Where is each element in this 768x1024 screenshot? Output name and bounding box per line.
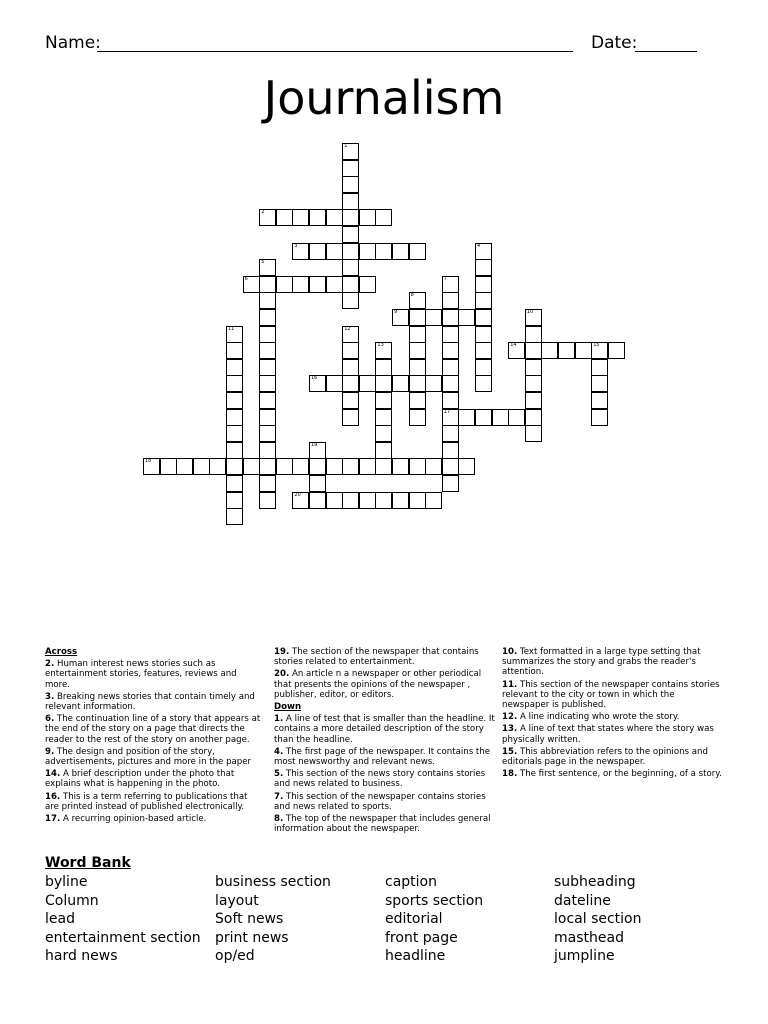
crossword-cell[interactable] [409, 243, 426, 260]
crossword-cell[interactable] [392, 375, 409, 392]
word-bank-column-3 [385, 873, 483, 966]
clue-item-number: 11. [502, 679, 518, 690]
word-bank-item: byline [45, 874, 88, 890]
word-bank-item: jumpline [554, 948, 615, 964]
crossword-cell[interactable] [375, 392, 392, 409]
crossword-cell[interactable] [243, 458, 260, 475]
crossword-cell[interactable] [475, 259, 492, 276]
crossword-cell[interactable] [392, 458, 409, 475]
clue-number: 15 [593, 342, 600, 349]
crossword-cell[interactable] [525, 342, 542, 359]
crossword-cell[interactable] [442, 359, 459, 376]
crossword-cell[interactable] [409, 292, 426, 309]
crossword-cell[interactable] [392, 492, 409, 509]
crossword-cell[interactable] [359, 243, 376, 260]
clue-item-number: 2. [45, 659, 55, 670]
clues-column-3 [502, 647, 724, 781]
clue-item-text: A brief description under the photo that explains what is happening in the photo. [45, 769, 235, 790]
crossword-cell[interactable] [292, 276, 309, 293]
crossword-cell[interactable] [309, 475, 326, 492]
clue-item-text: The continuation line of a story that appears at the end of the story on a page that directs the reader to the rest of the story on another page. [45, 714, 261, 745]
crossword-cell[interactable] [375, 243, 392, 260]
clue-item-number: 9. [45, 746, 55, 757]
clue-item-text: The first sentence, or the beginning, of a story. [517, 769, 722, 780]
crossword-cell[interactable] [259, 292, 276, 309]
crossword-cell[interactable] [326, 243, 343, 260]
clue-item [274, 714, 496, 745]
clue-number: 19 [311, 441, 318, 448]
crossword-cell[interactable] [259, 259, 276, 276]
clue-item-text: Human interest news stories such as entertainment stories, features, reviews and more. [45, 659, 237, 690]
crossword-cell[interactable] [525, 425, 542, 442]
crossword-cell[interactable] [475, 375, 492, 392]
clue-number: 14 [510, 342, 517, 349]
clue-item-number: 14. [45, 769, 61, 780]
crossword-cell[interactable] [442, 458, 459, 475]
clue-number: 16 [311, 375, 318, 382]
crossword-cell[interactable] [326, 458, 343, 475]
clue-item-number: 18. [502, 769, 518, 780]
crossword-cell[interactable] [309, 442, 326, 459]
clue-number: 6 [244, 275, 248, 282]
clue-item-number: 20. [274, 669, 290, 680]
crossword-cell[interactable] [475, 292, 492, 309]
clue-item-text: A recurring opinion-based article. [60, 814, 207, 825]
crossword-cell[interactable] [342, 160, 359, 177]
crossword-cell[interactable] [492, 409, 509, 426]
clue-item [45, 714, 263, 745]
clue-item [502, 724, 724, 744]
crossword-cell[interactable] [143, 458, 160, 475]
clue-item-number: 7. [274, 791, 284, 802]
clue-item-number: 6. [45, 714, 55, 725]
crossword-cell[interactable] [309, 209, 326, 226]
crossword-cell[interactable] [259, 458, 276, 475]
clue-item-text: An article n a newspaper or other periodical that presents the opinions of the newspaper , publisher, editor, or editors. [274, 669, 482, 700]
crossword-cell[interactable] [475, 243, 492, 260]
clue-item-number: 1. [274, 714, 284, 725]
crossword-cell[interactable] [342, 292, 359, 309]
crossword-cell[interactable] [226, 458, 243, 475]
crossword-cell[interactable] [342, 342, 359, 359]
clue-item [45, 814, 263, 824]
crossword-cell[interactable] [525, 359, 542, 376]
clue-item-text: Breaking news stories that contain timely and relevant information. [45, 691, 255, 713]
crossword-cell[interactable] [425, 458, 442, 475]
crossword-cell[interactable] [591, 359, 608, 376]
clue-item [502, 712, 724, 722]
crossword-cell[interactable] [409, 392, 426, 409]
crossword-cell[interactable] [259, 492, 276, 509]
crossword-cell[interactable] [375, 492, 392, 509]
word-bank-column-4 [554, 873, 642, 966]
crossword-cell[interactable] [409, 359, 426, 376]
crossword-cell[interactable] [292, 458, 309, 475]
crossword-cell[interactable] [375, 359, 392, 376]
word-bank-item: editorial [385, 911, 443, 927]
across-clue-list [45, 659, 263, 824]
clue-item-text: The first page of the newspaper. It contains the most newsworthy and relevant news. [274, 746, 491, 768]
word-bank-item: op/ed [215, 948, 255, 964]
crossword-cell[interactable] [558, 342, 575, 359]
name-label: Name: [45, 33, 101, 53]
clue-item-number: 16. [45, 791, 61, 802]
clue-item [274, 747, 496, 767]
clue-item-number: 5. [274, 769, 284, 780]
crossword-cell[interactable] [259, 276, 276, 293]
clue-item [45, 747, 263, 767]
clue-item-number: 17. [45, 814, 61, 825]
clue-item-text: The section of the newspaper that contains stories related to entertainment. [274, 647, 479, 668]
clue-item-text: Text formatted in a large type setting that summarizes the story and grabs the reader's attention. [502, 647, 701, 678]
crossword-cell[interactable] [409, 342, 426, 359]
date-label: Date: [591, 33, 638, 53]
crossword-cell[interactable] [342, 375, 359, 392]
clue-item-number: 3. [45, 691, 55, 702]
crossword-cell[interactable] [326, 209, 343, 226]
crossword-cell[interactable] [409, 309, 426, 326]
crossword-cell[interactable] [276, 458, 293, 475]
crossword-cell[interactable] [226, 492, 243, 509]
crossword-cell[interactable] [442, 425, 459, 442]
crossword-cell[interactable] [608, 342, 625, 359]
crossword-cell[interactable] [475, 342, 492, 359]
word-bank-item: local section [554, 911, 642, 927]
crossword-cell[interactable] [292, 209, 309, 226]
clue-number: 18 [145, 458, 152, 465]
clue-number: 8 [410, 292, 414, 299]
crossword-cell[interactable] [375, 342, 392, 359]
clue-item [274, 792, 496, 812]
crossword-cell[interactable] [375, 209, 392, 226]
clue-item [45, 769, 263, 789]
clue-item [274, 647, 496, 667]
clue-item [45, 659, 263, 690]
crossword-cell[interactable] [160, 458, 177, 475]
down-clue-list-continued [502, 647, 724, 779]
crossword-cell[interactable] [525, 392, 542, 409]
crossword-cell[interactable] [541, 342, 558, 359]
crossword-cell[interactable] [409, 409, 426, 426]
crossword-cell[interactable] [409, 326, 426, 343]
crossword-cell[interactable] [442, 392, 459, 409]
crossword-cell[interactable] [342, 492, 359, 509]
word-bank-item: print news [215, 929, 289, 946]
crossword-cell[interactable] [226, 508, 243, 525]
clue-item [45, 692, 263, 712]
crossword-cell[interactable] [342, 193, 359, 210]
crossword-cell[interactable] [442, 276, 459, 293]
crossword-cell[interactable] [326, 276, 343, 293]
crossword-cell[interactable] [342, 326, 359, 343]
clue-number: 20 [294, 491, 301, 498]
date-field[interactable] [635, 51, 697, 52]
crossword-cell[interactable] [342, 359, 359, 376]
down-heading: Down [274, 702, 302, 713]
crossword-cell[interactable] [342, 458, 359, 475]
word-bank-item: lead [45, 911, 75, 927]
crossword-cell[interactable] [442, 409, 459, 426]
crossword-cell[interactable] [425, 309, 442, 326]
crossword-cell[interactable] [259, 442, 276, 459]
clue-item-text: A line of text that states where the story was physically written. [502, 724, 714, 745]
crossword-cell[interactable] [409, 375, 426, 392]
crossword-cell[interactable] [375, 409, 392, 426]
crossword-cell[interactable] [226, 342, 243, 359]
crossword-cell[interactable] [442, 326, 459, 343]
crossword-cell[interactable] [342, 143, 359, 160]
crossword-cell[interactable] [525, 409, 542, 426]
crossword-cell[interactable] [342, 392, 359, 409]
crossword-cell[interactable] [442, 475, 459, 492]
crossword-cell[interactable] [342, 409, 359, 426]
clues-column-2 [274, 647, 496, 836]
crossword-cell[interactable] [209, 458, 226, 475]
crossword-cell[interactable] [591, 342, 608, 359]
crossword-cell[interactable] [292, 243, 309, 260]
clue-item-text: This section of the newspaper contains stories and news related to sports. [274, 791, 486, 812]
crossword-cell[interactable] [359, 209, 376, 226]
word-bank-item: business section [215, 874, 331, 890]
clue-number: 9 [394, 309, 398, 315]
clue-item-number: 19. [274, 647, 290, 657]
crossword-cell[interactable] [259, 359, 276, 376]
clue-item-text: A line indicating who wrote the story. [517, 712, 680, 723]
crossword-cell[interactable] [259, 309, 276, 326]
crossword-cell[interactable] [259, 326, 276, 343]
crossword-cell[interactable] [591, 375, 608, 392]
crossword-cell[interactable] [525, 326, 542, 343]
crossword-cell[interactable] [442, 375, 459, 392]
clue-number: 10 [526, 309, 534, 315]
clue-number: 3 [294, 242, 298, 249]
crossword-cell[interactable] [409, 492, 426, 509]
clue-item-number: 15. [502, 746, 518, 757]
word-bank-heading: Word Bank [45, 855, 131, 871]
crossword-cell[interactable] [359, 492, 376, 509]
clue-item [274, 769, 496, 789]
page-title: Journalism [263, 71, 505, 125]
crossword-cell[interactable] [226, 359, 243, 376]
crossword-cell[interactable] [226, 475, 243, 492]
crossword-cell[interactable] [176, 458, 193, 475]
crossword-cell[interactable] [226, 409, 243, 426]
crossword-cell[interactable] [226, 442, 243, 459]
crossword-cell[interactable] [525, 375, 542, 392]
crossword-cell[interactable] [375, 442, 392, 459]
word-bank-item: caption [385, 874, 437, 890]
word-bank-item: Column [45, 892, 99, 909]
crossword-cell[interactable] [359, 458, 376, 475]
clue-number: 5 [261, 259, 265, 266]
clue-item-text: This section of the newspaper contains stories relevant to the city or town in which the newspaper is published. [502, 679, 720, 711]
word-bank-item: sports section [385, 892, 484, 909]
clue-number: 17 [443, 408, 451, 415]
name-date-header [45, 33, 705, 55]
crossword-cell[interactable] [309, 276, 326, 293]
crossword-cell[interactable] [276, 209, 293, 226]
clue-item [274, 669, 496, 700]
crossword-cell[interactable] [475, 326, 492, 343]
crossword-cell[interactable] [375, 425, 392, 442]
name-field[interactable] [97, 51, 573, 52]
crossword-cell[interactable] [309, 243, 326, 260]
clue-item [502, 647, 724, 678]
crossword-cell[interactable] [259, 209, 276, 226]
crossword-cell[interactable] [375, 458, 392, 475]
crossword-cell[interactable] [475, 359, 492, 376]
crossword-cell[interactable] [392, 243, 409, 260]
crossword-cell[interactable] [475, 409, 492, 426]
clue-item-text: This is a term referring to publications that are printed instead of published electronically. [45, 791, 248, 812]
crossword-cell[interactable] [326, 492, 343, 509]
down-clue-list [274, 714, 496, 834]
crossword-cell[interactable] [359, 375, 376, 392]
crossword-cell[interactable] [591, 392, 608, 409]
crossword-cell[interactable] [259, 392, 276, 409]
crossword-cell[interactable] [226, 425, 243, 442]
crossword-cell[interactable] [442, 342, 459, 359]
clue-number: 4 [477, 242, 481, 249]
crossword-cell[interactable] [442, 292, 459, 309]
clue-number: 1 [344, 143, 348, 149]
word-bank-column-1 [45, 873, 201, 966]
clue-item-number: 4. [274, 746, 284, 757]
crossword-cell[interactable] [326, 375, 343, 392]
crossword-cell[interactable] [226, 392, 243, 409]
crossword-cell[interactable] [259, 375, 276, 392]
clue-number: 2 [261, 209, 265, 216]
across-clue-list-continued [274, 647, 496, 700]
crossword-cell[interactable] [259, 425, 276, 442]
clue-item [502, 680, 724, 711]
word-bank-item: layout [215, 892, 259, 909]
crossword-cell[interactable] [193, 458, 210, 475]
clue-item-text: This section of the news story contains stories and news related to business. [274, 769, 486, 790]
crossword-cell[interactable] [442, 442, 459, 459]
crossword-cell[interactable] [508, 409, 525, 426]
crossword-cell[interactable] [292, 492, 309, 509]
clue-item-text: This abbreviation refers to the opinions and editorials page in the newspaper. [502, 746, 708, 768]
clue-item-text: The top of the newspaper that includes general information about the newspaper. [274, 814, 491, 835]
clue-number: 13 [377, 342, 384, 349]
across-heading: Across [45, 647, 78, 657]
word-bank-item: headline [385, 948, 446, 964]
crossword-cell[interactable] [359, 276, 376, 293]
crossword-cell[interactable] [458, 309, 475, 326]
clue-item [502, 747, 724, 767]
crossword-cell[interactable] [309, 458, 326, 475]
crossword-cell[interactable] [342, 259, 359, 276]
crossword-cell[interactable] [458, 409, 475, 426]
crossword-cell[interactable] [525, 309, 542, 326]
clue-item-number: 13. [502, 724, 518, 735]
word-bank-item: Soft news [215, 911, 284, 927]
clue-item [274, 814, 496, 834]
clue-item-number: 12. [502, 712, 518, 723]
crossword-cell[interactable] [309, 492, 326, 509]
clue-item-number: 10. [502, 647, 518, 657]
word-bank-item: dateline [554, 892, 611, 909]
word-bank-item: subheading [554, 874, 636, 890]
clue-item-text: The design and position of the story, advertisements, pictures and more in the paper [45, 746, 252, 768]
crossword-cell[interactable] [276, 276, 293, 293]
crossword-cell[interactable] [508, 342, 525, 359]
clue-item [45, 792, 263, 812]
crossword-cell[interactable] [342, 209, 359, 226]
crossword-cell[interactable] [375, 375, 392, 392]
crossword-cell[interactable] [425, 375, 442, 392]
crossword-cell[interactable] [342, 243, 359, 260]
clue-item [502, 769, 724, 779]
crossword-cell[interactable] [226, 326, 243, 343]
word-bank-item: hard news [45, 948, 118, 964]
word-bank-item: masthead [554, 929, 624, 946]
crossword-cell[interactable] [226, 375, 243, 392]
clue-item-number: 8. [274, 814, 284, 825]
crossword-cell[interactable] [259, 342, 276, 359]
clues-column-1 [45, 647, 263, 826]
crossword-cell[interactable] [243, 276, 260, 293]
word-bank-item: front page [385, 929, 458, 946]
crossword-cell[interactable] [259, 409, 276, 426]
clue-number: 7 [443, 275, 447, 282]
crossword-cell[interactable] [342, 226, 359, 243]
crossword-cell[interactable] [259, 475, 276, 492]
clue-number: 11 [228, 325, 235, 332]
crossword-cell[interactable] [342, 176, 359, 193]
crossword-cell[interactable] [475, 276, 492, 293]
word-bank-item: entertainment section [45, 929, 201, 946]
crossword-cell[interactable] [309, 375, 326, 392]
crossword-cell[interactable] [591, 409, 608, 426]
crossword-cell[interactable] [458, 458, 475, 475]
crossword-cell[interactable] [575, 342, 592, 359]
crossword-cell[interactable] [475, 309, 492, 326]
crossword-cell[interactable] [342, 276, 359, 293]
clue-number: 12 [344, 325, 351, 332]
crossword-cell[interactable] [425, 492, 442, 509]
clue-item-text: A line of test that is smaller than the headline. It contains a more detailed description of the story than the headline. [274, 714, 495, 745]
crossword-cell[interactable] [392, 309, 409, 326]
crossword-cell[interactable] [442, 309, 459, 326]
word-bank-column-2 [215, 873, 331, 966]
crossword-cell[interactable] [409, 458, 426, 475]
